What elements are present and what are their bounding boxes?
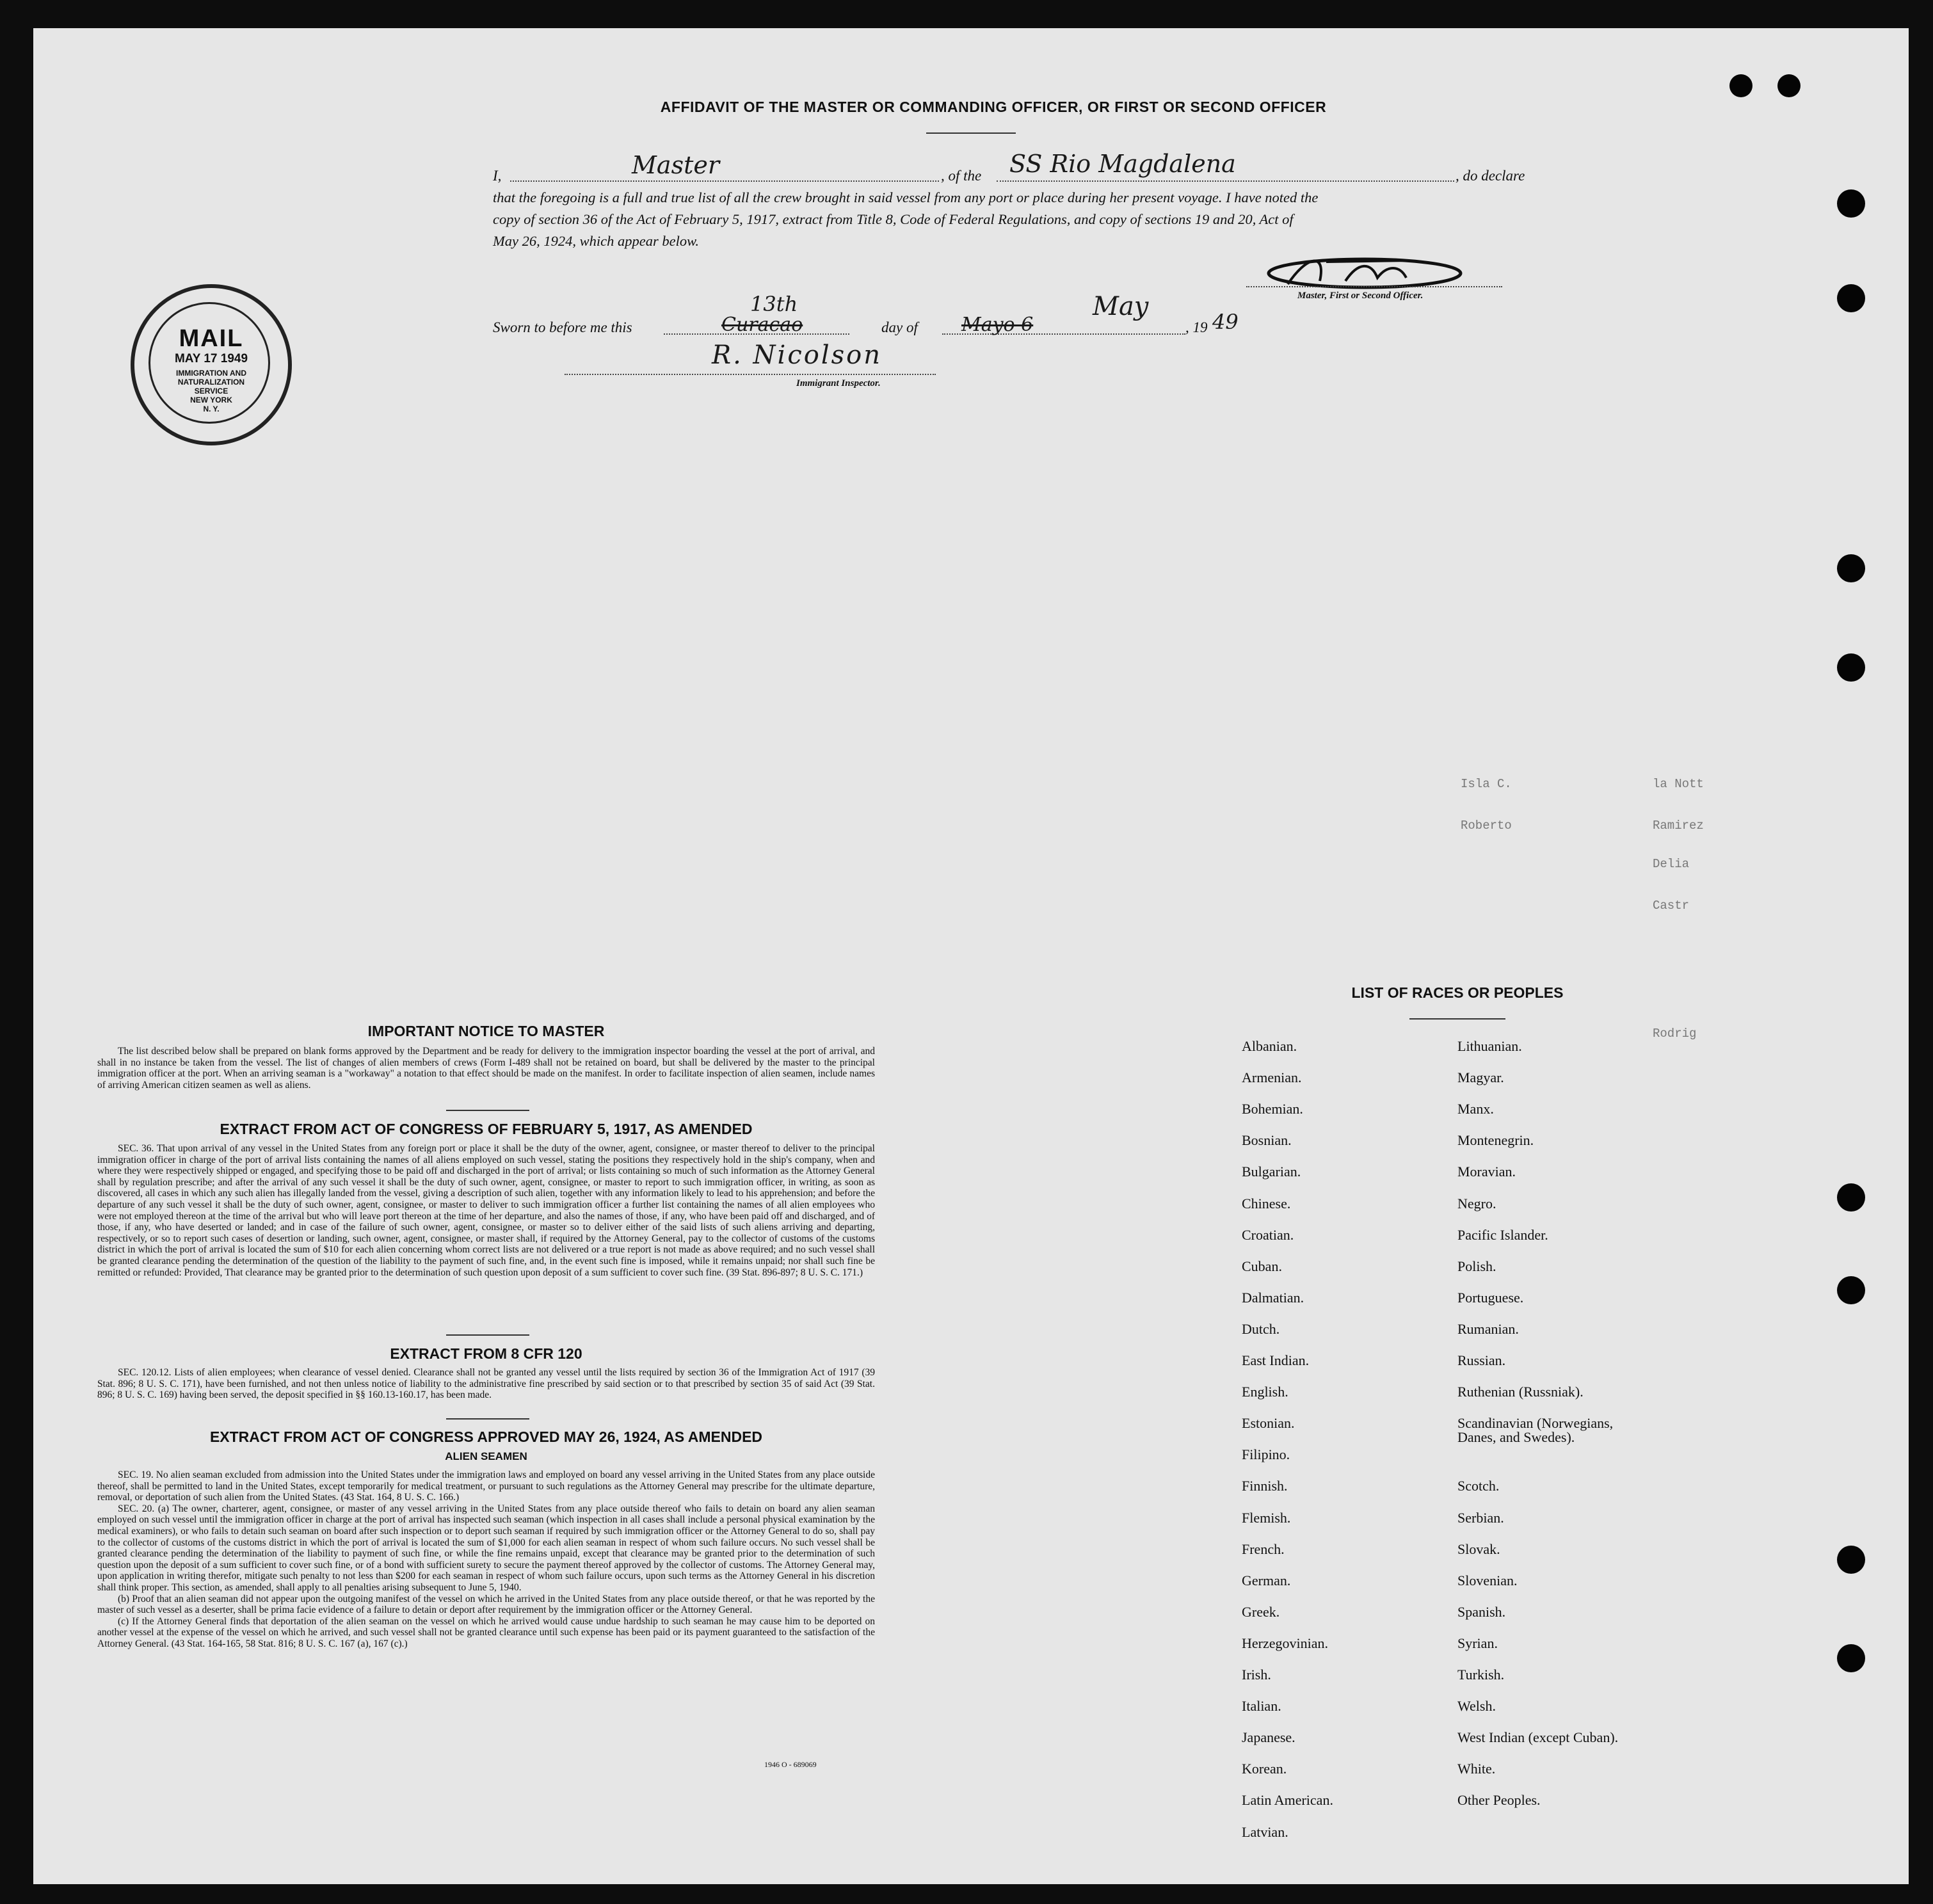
sec20c-paragraph: (c) If the Attorney General finds that deportation of the alien seaman on the vessel on which he arrived would cause undue hardship to such seaman he may cause him to be deported on another vessel at the expense of the vessel on which he arrived, and such vessel shall not be granted clearance until such expense has been paid or its payment guaranteed to the satisfaction of the Attorney General. (43 Stat. 164-165, 58 Stat. 816; 8 U. S. C. 167 (a), 167 (c).) bbox=[97, 1615, 875, 1649]
race-item: Filipino. bbox=[1242, 1446, 1290, 1463]
hand-day-struck: Curacao bbox=[721, 314, 803, 336]
signature-caption: Master, First or Second Officer. bbox=[1297, 291, 1424, 301]
notice-rule bbox=[446, 1110, 529, 1111]
race-item: Armenian. bbox=[1242, 1069, 1302, 1086]
heading-rule bbox=[926, 132, 1016, 134]
race-item: Lithuanian. bbox=[1457, 1038, 1522, 1054]
sec36-paragraph: SEC. 36. That upon arrival of any vessel in the United States from any foreign port or place it shall be the duty of the owner, agent, consignee, or master thereof to deliver to the principal immigration officer in charge of the port of arrival lists containing the names of all aliens employed on such vessel, stating the positions they respectively hold in the ship's company, when and where they were respectively shipped or engaged, and specifying those to be paid off and discharged in the port of arrival; or lists containing so much of such information as the Attorney General shall by regulation prescribe; and after the arrival of any such vessel it shall be the duty of such owner, agent, consignee, or master to report to such immigration officer, in writing, as soon as discovered, all cases in which any such alien has illegally landed from the vessel, giving a description of such alien, together with any information likely to lead to his apprehension; and before the departure of any such vessel it shall be the duty of such owner, agent, consignee, or master to deliver to such immigration officer a further list containing the names of all alien employees who were not employed thereon at the time of the arrival but who will leave port thereon at the time of her departure, and also the names of those, if any, who have been paid off and discharged, and of those, if any, who have deserted or landed; and in case of the failure of such owner, agent, consignee, or master so to deliver either of the said lists of such aliens arriving and departing, respectively, or so to report such cases of desertion or landing, such owner, agent, consignee, or master shall, if required by the Attorney General, pay to the collector of customs of the customs district in which the port of arrival is located the sum of $10 for each alien concerning whom correct lists are not delivered or a true report is not made as above required; and no such vessel shall be granted clearance pending the determination of the question of the liability to the payment of such fine, and, in the event such fine is imposed, while it remains unpaid; nor shall such fine be remitted or refunded: Provided, That clearance may be granted prior to the determination of such question upon deposit of a sum sufficient to cover such fine. (39 Stat. 896-897; 8 U. S. C. 171.) bbox=[97, 1143, 875, 1278]
print-code: 1946 O - 689069 bbox=[764, 1760, 817, 1769]
stamp-line-1: IMMIGRATION AND bbox=[176, 369, 246, 378]
extract-1917-title: EXTRACT FROM ACT OF CONGRESS OF FEBRUARY 5, 1917, AS AMENDED bbox=[220, 1121, 753, 1137]
race-item: Bosnian. bbox=[1242, 1132, 1292, 1149]
race-item: Moravian. bbox=[1457, 1164, 1516, 1180]
extract-8cfr-rule bbox=[446, 1418, 529, 1420]
hand-month-struck: Mayo 6 bbox=[961, 314, 1034, 336]
race-item: Latvian. bbox=[1242, 1823, 1288, 1840]
immigration-mail-stamp bbox=[131, 284, 292, 445]
punch-hole bbox=[1837, 1183, 1865, 1212]
race-item: Cuban. bbox=[1242, 1258, 1282, 1274]
hand-vessel: SS Rio Magdalena bbox=[1009, 150, 1236, 178]
hand-year: 49 bbox=[1212, 310, 1239, 334]
notice-body bbox=[97, 1046, 875, 1091]
race-item: Ruthenian (Russniak). bbox=[1457, 1384, 1584, 1400]
race-item: Flemish. bbox=[1242, 1509, 1291, 1526]
declaration-of-the: , of the bbox=[941, 168, 982, 184]
race-item: Portuguese. bbox=[1457, 1289, 1524, 1306]
race-item: Croatian. bbox=[1242, 1226, 1294, 1243]
inspector-caption: Immigrant Inspector. bbox=[796, 378, 881, 388]
sec120-paragraph: SEC. 120.12. Lists of alien employees; when clearance of vessel denied. Clearance shall not be granted any vessel until the lists required by section 36 of the Immigration Act of 1917 (39 Stat. 896; 8 U. S. C. 171), have been furnished, and not then unless notice of liability to the administrative fine prescribed by said section or to that prescribed by section 35 of said Act (39 Stat. 896; 8 U. S. C. 169) having been served, the deposit specified in §§ 160.13-160.17, has been made. bbox=[97, 1367, 875, 1401]
race-item: German. bbox=[1242, 1572, 1291, 1588]
document-page bbox=[33, 28, 1909, 1884]
race-item: Manx. bbox=[1457, 1101, 1494, 1117]
declaration-line-3: copy of section 36 of the Act of February 5, 1917, extract from Title 8, Code of Federal Regulations, and copy of sections 19 and 20, Act of bbox=[493, 211, 1294, 227]
notice-title: IMPORTANT NOTICE TO MASTER bbox=[367, 1023, 605, 1039]
stamp-word: MAIL bbox=[179, 325, 244, 352]
race-item: Other Peoples. bbox=[1457, 1792, 1541, 1809]
day-of: day of bbox=[881, 319, 918, 335]
race-item: English. bbox=[1242, 1384, 1288, 1400]
race-item: Slovak. bbox=[1457, 1540, 1500, 1557]
vessel-blank bbox=[997, 180, 1454, 182]
race-item: Dalmatian. bbox=[1242, 1289, 1304, 1306]
bleed-through-text: Roberto bbox=[1461, 819, 1512, 833]
extract-1917-rule bbox=[446, 1334, 529, 1336]
name-blank bbox=[510, 180, 939, 182]
race-item: Bohemian. bbox=[1242, 1101, 1303, 1117]
race-item: Syrian. bbox=[1457, 1635, 1498, 1651]
race-item: Polish. bbox=[1457, 1258, 1496, 1274]
affidavit-heading: AFFIDAVIT OF THE MASTER OR COMMANDING OFFICER, OR FIRST OR SECOND OFFICER bbox=[660, 99, 1327, 115]
extract-1917-body bbox=[97, 1143, 875, 1278]
punch-hole bbox=[1837, 284, 1865, 312]
inspector-blank bbox=[565, 374, 936, 375]
race-item: Scotch. bbox=[1457, 1478, 1500, 1494]
race-item: Pacific Islander. bbox=[1457, 1226, 1548, 1243]
punch-hole bbox=[1837, 1546, 1865, 1574]
hand-name: Master bbox=[632, 151, 719, 179]
races-title: LIST OF RACES OR PEOPLES bbox=[1351, 984, 1564, 1001]
punch-hole bbox=[1729, 74, 1753, 97]
extract-1924-title: EXTRACT FROM ACT OF CONGRESS APPROVED MAY 26, 1924, AS AMENDED bbox=[209, 1428, 763, 1445]
race-item: Irish. bbox=[1242, 1667, 1271, 1683]
race-item: Latin American. bbox=[1242, 1792, 1333, 1809]
notice-paragraph: The list described below shall be prepared on blank forms approved by the Department and be ready for delivery to the immigration inspector boarding the vessel at the port of arrival, and shall in no instance be taken from the vessel. The list of changes of alien members of crews (Form I-489 shall not be retained on board, but shall be delivered by the master to the principal immigration officer at the port. When an arriving seaman is a "workaway" a notation to that effect should be made on the manifest. In order to facilitate inspection of alien seamen, include names of arriving American citizen seamen as well as aliens. bbox=[97, 1046, 875, 1091]
extract-1924-body bbox=[97, 1469, 875, 1650]
punch-hole bbox=[1837, 189, 1865, 218]
race-item: Herzegovinian. bbox=[1242, 1635, 1328, 1651]
race-item: Italian. bbox=[1242, 1698, 1281, 1715]
race-item: Finnish. bbox=[1242, 1478, 1288, 1494]
race-item: Slovenian. bbox=[1457, 1572, 1518, 1588]
punch-hole bbox=[1837, 653, 1865, 682]
extract-1924-subtitle: ALIEN SEAMEN bbox=[445, 1450, 527, 1462]
sworn-text: Sworn to before me this bbox=[493, 319, 632, 335]
bleed-through-text: Delia bbox=[1653, 857, 1690, 871]
races-rule bbox=[1409, 1018, 1505, 1020]
punch-hole bbox=[1837, 1644, 1865, 1672]
race-item: Negro. bbox=[1457, 1195, 1496, 1212]
race-item: Montenegrin. bbox=[1457, 1132, 1534, 1149]
signature-blank bbox=[1246, 286, 1502, 287]
race-item: French. bbox=[1242, 1540, 1285, 1557]
race-item: Albanian. bbox=[1242, 1038, 1297, 1054]
sec19-paragraph: SEC. 19. No alien seaman excluded from admission into the United States under the immigration laws and employed on board any vessel arriving in the United States from any place outside thereof, shall be permitted to land in the United States, except temporarily for medical treatment, or pursuant to such regulations as the Attorney General may prescribe for the ultimate departure, removal, or deportation of such alien from the United States. (43 Stat. 164, 8 U. S. C. 166.) bbox=[97, 1469, 875, 1503]
race-item: Serbian. bbox=[1457, 1509, 1504, 1526]
hand-month: May bbox=[1093, 292, 1149, 321]
bleed-through-text: Isla C. bbox=[1461, 777, 1512, 791]
race-item: Danes, and Swedes). bbox=[1457, 1429, 1575, 1446]
declaration-line-2: that the foregoing is a full and true list of all the crew brought in said vessel from any port or place during her present voyage. I have noted the bbox=[493, 189, 1319, 205]
race-item: White. bbox=[1457, 1761, 1496, 1777]
declaration-do-declare: , do declare bbox=[1456, 168, 1525, 184]
bleed-through-text: Castr bbox=[1653, 899, 1690, 913]
hand-day: 13th bbox=[750, 292, 798, 316]
declaration-lead: I, bbox=[493, 168, 502, 184]
punch-hole bbox=[1837, 1276, 1865, 1304]
race-item: East Indian. bbox=[1242, 1352, 1310, 1368]
race-item: West Indian (except Cuban). bbox=[1457, 1729, 1619, 1746]
bleed-through-text: la Nott bbox=[1653, 777, 1704, 791]
stamp-line-5: N. Y. bbox=[203, 404, 220, 413]
race-item: Russian. bbox=[1457, 1352, 1506, 1368]
race-item: Greek. bbox=[1242, 1603, 1280, 1620]
race-item: Turkish. bbox=[1457, 1667, 1505, 1683]
extract-8cfr-body bbox=[97, 1367, 875, 1401]
race-item: Spanish. bbox=[1457, 1603, 1506, 1620]
declaration-line-4: May 26, 1924, which appear below. bbox=[493, 233, 700, 249]
race-item: Bulgarian. bbox=[1242, 1164, 1301, 1180]
stamp-line-3: SERVICE bbox=[194, 387, 229, 396]
year-prefix: , 19 bbox=[1185, 319, 1208, 335]
race-item: Scandinavian (Norwegians, bbox=[1457, 1415, 1614, 1432]
extract-8cfr-title: EXTRACT FROM 8 CFR 120 bbox=[390, 1345, 582, 1362]
bleed-through-text: Ramirez bbox=[1653, 819, 1704, 833]
race-item: Dutch. bbox=[1242, 1320, 1280, 1337]
race-item: Estonian. bbox=[1242, 1415, 1295, 1432]
race-item: Magyar. bbox=[1457, 1069, 1504, 1086]
hand-inspector: R. Nicolson bbox=[712, 340, 882, 370]
race-item: Chinese. bbox=[1242, 1195, 1291, 1212]
race-item: Korean. bbox=[1242, 1761, 1287, 1777]
stamp-line-4: NEW YORK bbox=[190, 396, 232, 404]
race-item: Rumanian. bbox=[1457, 1320, 1519, 1337]
race-item: Japanese. bbox=[1242, 1729, 1295, 1746]
sec20a-paragraph: SEC. 20. (a) The owner, charterer, agent, consignee, or master of any vessel arriving in the United States from any place outside thereof who fails to detain on board any alien seaman employed on such vessel until the immigration officer in charge at the port of arrival has inspected such seaman (which inspection in all cases shall include a personal physical examination by the medical examiners), or who fails to detain such seaman on board after such inspection or to deport such seaman if required by such immigration officer or the Attorney General to do so, shall pay to the collector of customs of the customs district in which the port of arrival is located the sum of $1,000 for each alien seaman in respect of whom such failure occurs. No such vessel shall be granted clearance pending the determination of the liability to payment of such fine, or while the fine remains unpaid, except that clearance may be granted prior to the determination of such question upon the deposit of a sum sufficient to cover such fine, or of a bond with sufficient surety to secure the payment thereof approved by the collector of customs. The Attorney General may, upon application in writing therefor, mitigate such penalty to not less than $200 for each seaman in respect of whom such failure occurs, upon such terms as the Attorney General in his discretion shall think proper. This section, as amended, shall apply to all penalties arising subsequent to June 5, 1940. bbox=[97, 1503, 875, 1593]
bleed-through-text: Rodrig bbox=[1653, 1027, 1697, 1041]
stamp-date: MAY 17 1949 bbox=[174, 352, 248, 365]
punch-hole bbox=[1837, 554, 1865, 582]
race-item: Welsh. bbox=[1457, 1698, 1496, 1715]
sec20b-paragraph: (b) Proof that an alien seaman did not appear upon the outgoing manifest of the vessel on which he arrived in the United States from any place outside thereof, or that he was reported by the master of such vessel as a deserter, shall be prima facie evidence of a failure to detain or deport after requirement by the immigration officer or the Attorney General. bbox=[97, 1593, 875, 1616]
stamp-line-2: NATURALIZATION bbox=[177, 378, 245, 387]
punch-hole bbox=[1777, 74, 1801, 97]
